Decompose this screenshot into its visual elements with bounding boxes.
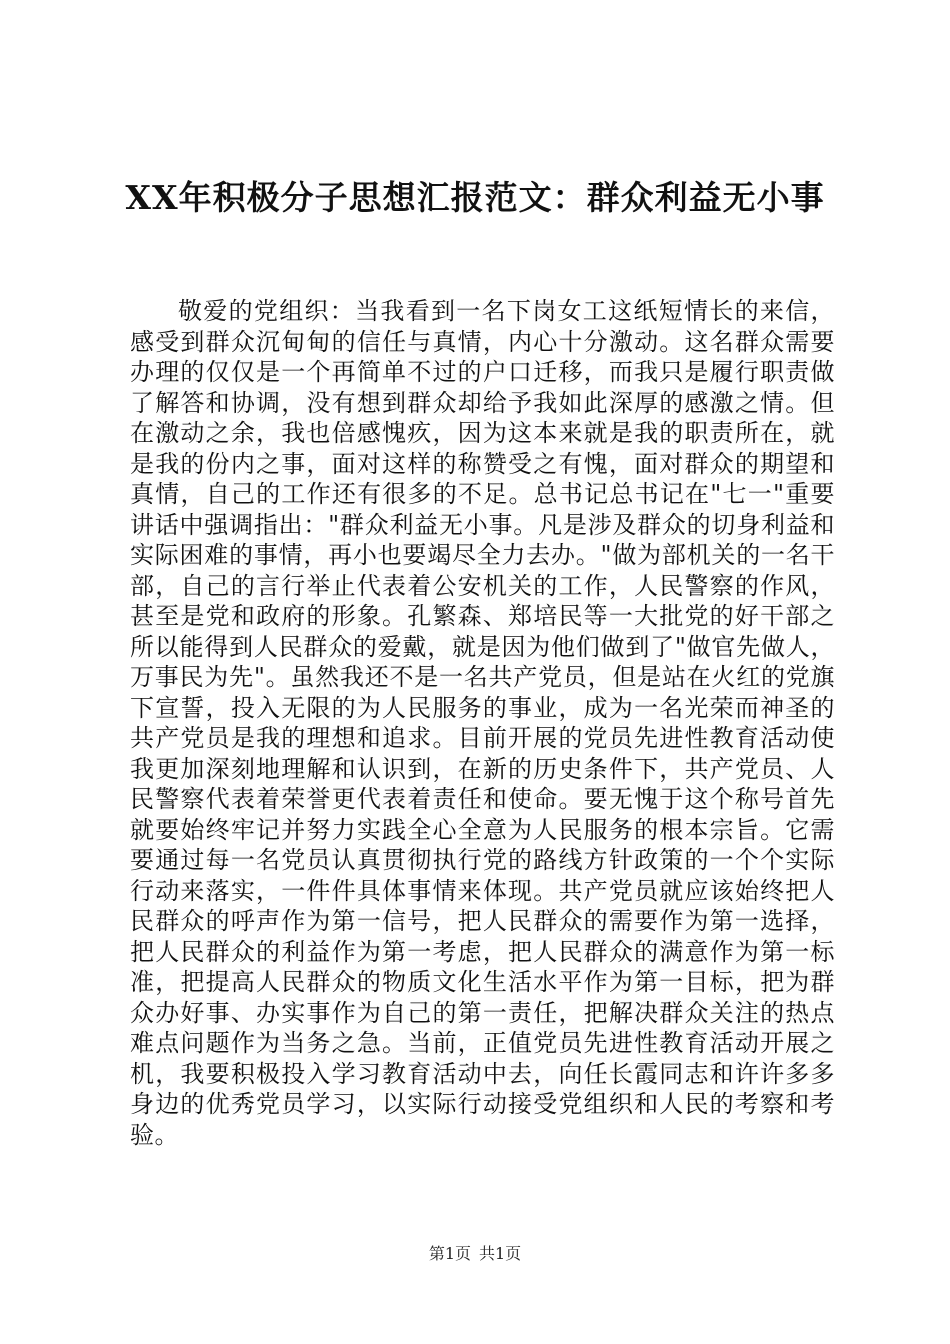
page-total: 共1页 bbox=[479, 1244, 522, 1263]
document-body: 敬爱的党组织：当我看到一名下岗女工这纸短情长的来信，感受到群众沉甸甸的信任与真情，内心十分激动。这名群众需要办理的仅仅是一个再简单不过的户口迁移，而我只是履行职责做了解答和协调，没有想到群众却给予我如此深厚的感激之情。但在激动之余，我也倍感愧疚，因为这本来就是我的职责所在，就是我的份内之事，面对这样的称赞受之有愧，面对群众的期望和真情，自己的工作还有很多的不足。总书记总书记在"七一"重要讲话中强调指出："群众利益无小事。凡是涉及群众的切身利益和实际困难的事情，再小也要竭尽全力去办。"做为部机关的一名干部，自己的言行举止代表着公安机关的工作，人民警察的作风，甚至是党和政府的形象。孔繁森、郑培民等一大批党的好干部之所以能得到人民群众的爱戴，就是因为他们做到了"做官先做人，万事民为先"。虽然我还不是一名共产党员，但是站在火红的党旗下宣誓，投入无限的为人民服务的事业，成为一名光荣而神圣的共产党员是我的理想和追求。目前开展的党员先进性教育活动使我更加深刻地理解和认识到，在新的历史条件下，共产党员、人民警察代表着荣誉更代表着责任和使命。要无愧于这个称号首先就要始终牢记并努力实践全心全意为人民服务的根本宗旨。它需要通过每一名党员认真贯彻执行党的路线方针政策的一个个实际行动来落实，一件件具体事情来体现。共产党员就应该始终把人民群众的呼声作为第一信号，把人民群众的需要作为第一选择，把人民群众的利益作为第一考虑，把人民群众的满意作为第一标准，把提高人民群众的物质文化生活水平作为第一目标，把为群众办好事、办实事作为自己的第一责任，把解决群众关注的热点难点问题作为当务之急。当前，正值党员先进性教育活动开展之机，我要积极投入学习教育活动中去，向任长霞同志和许许多多身边的优秀党员学习，以实际行动接受党组织和人民的考察和考验。 bbox=[130, 297, 835, 1149]
page-footer bbox=[0, 1244, 950, 1264]
page-number: 第1页 bbox=[428, 1244, 471, 1263]
document-title: XX年积极分子思想汇报范文：群众利益无小事 bbox=[125, 178, 825, 217]
